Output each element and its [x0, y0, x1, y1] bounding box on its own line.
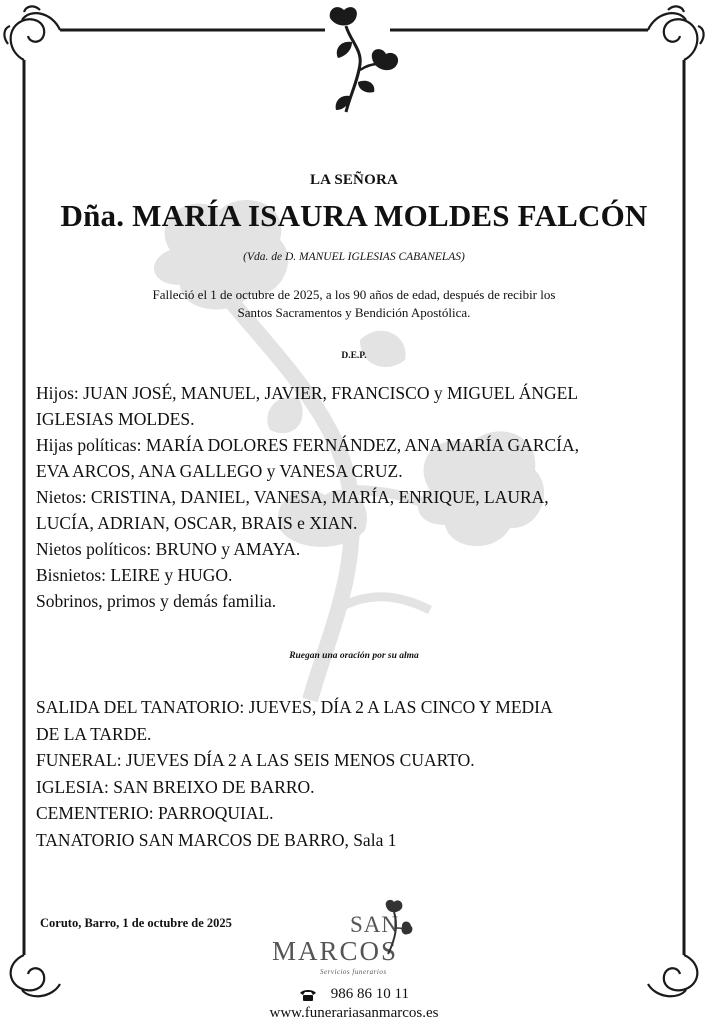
family-line: Sobrinos, primos y demás familia. [36, 591, 277, 611]
service-line: SALIDA DEL TANATORIO: JUEVES, DÍA 2 A LAS CINCO Y MEDIA [36, 697, 553, 717]
service-line: DE LA TARDE. [36, 723, 152, 744]
service-line: IGLESIA: SAN BREIXO DE BARRO. [36, 776, 315, 797]
dep-label: D.E.P. [341, 351, 367, 361]
death-line-2: Santos Sacramentos y Bendición Apostólica. [237, 305, 471, 320]
corner-ornament-top-left-icon [4, 6, 60, 60]
prayer-request: Ruegan una oración por su alma [289, 651, 419, 661]
phone-icon [299, 988, 317, 1002]
service-line: FUNERAL: JUEVES DÍA 2 A LAS SEIS MENOS CUARTO. [36, 750, 475, 770]
service-line: TANATORIO SAN MARCOS DE BARRO, Sala 1 [36, 829, 397, 850]
phone-number: 986 86 10 11 [330, 986, 409, 1002]
services-list [36, 694, 676, 853]
death-notice [0, 286, 708, 322]
family-line: Bisnietos: LEIRE y HUGO. [36, 565, 233, 585]
family-line: Hijos: JUAN JOSÉ, MANUEL, JAVIER, FRANCISCO y MIGUEL ÁNGEL [36, 383, 579, 403]
family-line: IGLESIAS MOLDES. [36, 409, 195, 429]
logo-san-text: SAN [350, 912, 400, 937]
top-flower-icon [330, 7, 398, 112]
family-line: Nietos políticos: BRUNO y AMAYA. [36, 539, 301, 559]
family-line: LUCÍA, ADRIAN, OSCAR, BRAIS e XIAN. [36, 513, 358, 533]
death-line-1: Falleció el 1 de octubre de 2025, a los 90 años de edad, después de recibir los [152, 287, 556, 302]
logo-marcos-text: MARCOS [272, 936, 399, 966]
website-link[interactable]: www.funerariasanmarcos.es [269, 1005, 439, 1021]
family-line: Hijas políticas: MARÍA DOLORES FERNÁNDEZ, ANA MARÍA GARCÍA, [36, 435, 580, 455]
family-line: EVA ARCOS, ANA GALLEGO y VANESA CRUZ. [36, 461, 403, 481]
logo-flower-icon [376, 898, 416, 958]
phone-row [0, 986, 708, 1003]
family-list [36, 380, 676, 614]
place-date: Coruto, Barro, 1 de octubre de 2025 [40, 916, 232, 930]
title-label: LA SEÑORA [309, 172, 399, 188]
family-line: Nietos: CRISTINA, DANIEL, VANESA, MARÍA, ENRIQUE, LAURA, [36, 487, 549, 507]
logo-tagline: Servicios funerarios [320, 968, 387, 976]
funeral-home-logo [268, 898, 438, 978]
deceased-name: Dña. MARÍA ISAURA MOLDES FALCÓN [60, 198, 648, 233]
service-line: CEMENTERIO: PARROQUIAL. [36, 803, 274, 823]
widow-of: (Vda. de D. MANUEL IGLESIAS CABANELAS) [243, 251, 465, 263]
corner-ornament-top-right-icon [648, 6, 704, 60]
